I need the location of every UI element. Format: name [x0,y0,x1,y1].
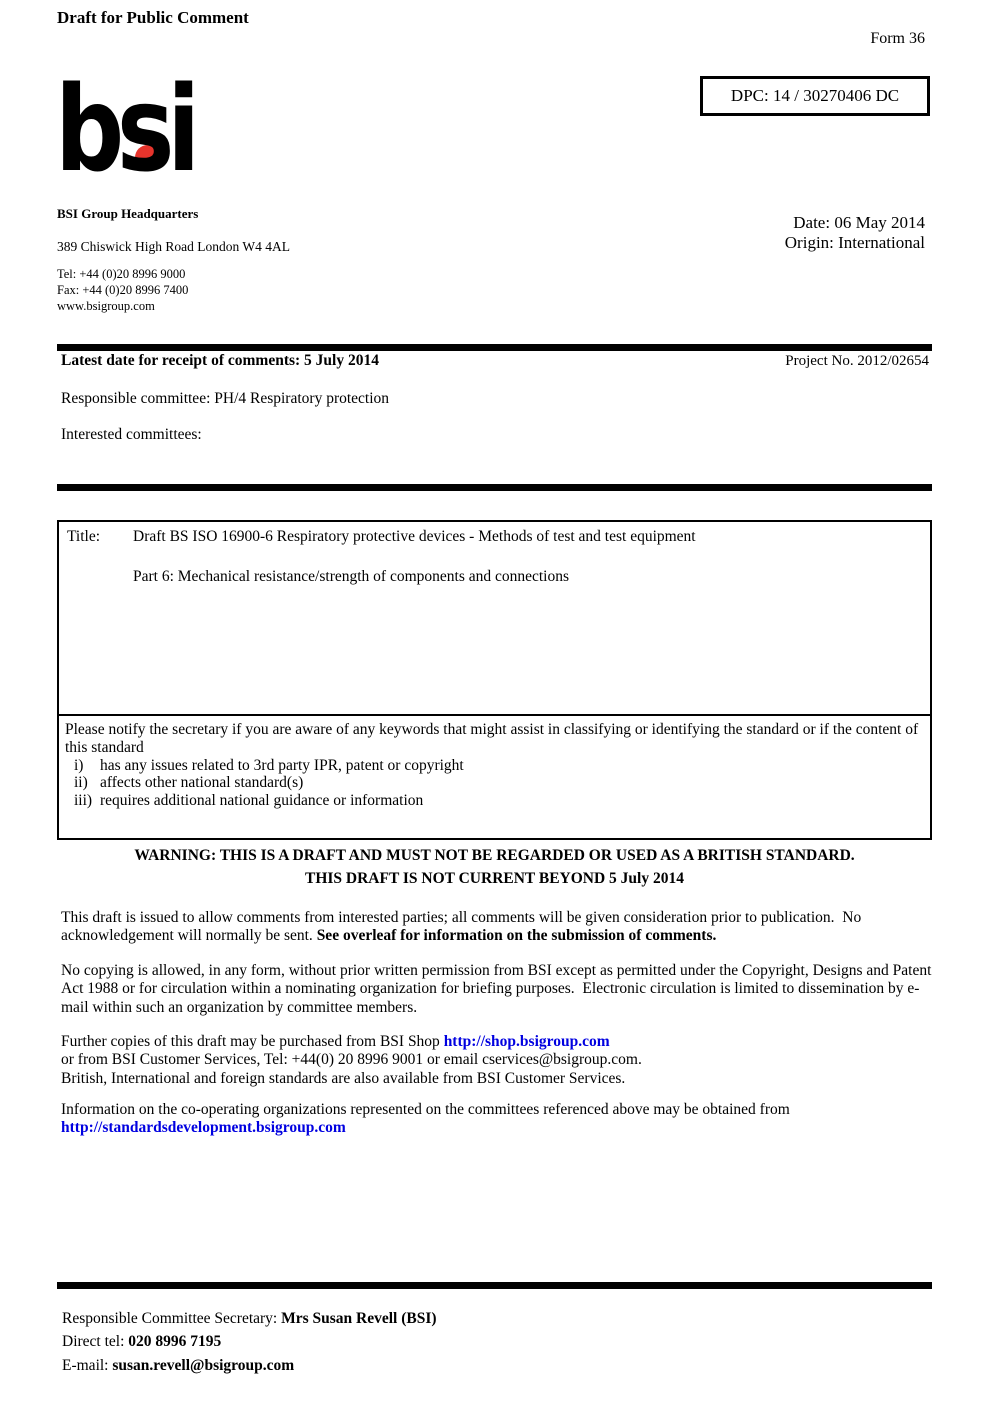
title-line1: Draft BS ISO 16900-6 Respiratory protective devices - Methods of test and test equipment [133,528,696,545]
title-content [133,528,696,708]
see-overleaf-note: See overleaf for information on the submission of comments. [316,927,717,945]
committee-secretary-line [62,1307,437,1330]
dpc-number: DPC: 14 / 30270406 DC [730,86,900,105]
standards-development-link[interactable]: http://standardsdevelopment.bsigroup.com [61,1119,346,1137]
direct-tel-value: 020 8996 7195 [128,1333,222,1351]
keywords-row [59,716,930,838]
bsi-logo-text: bsi [55,60,193,198]
british-international-line: British, International and foreign standards are also available from BSI Customer Services. [61,1069,626,1087]
keywords-item-i-text: has any issues related to 3rd party IPR, patent or copyright [100,756,464,774]
divider-rule-top [57,344,932,351]
divider-rule-bottom [57,1282,932,1289]
direct-tel-line [62,1330,437,1353]
keywords-item-ii-text: affects other national standard(s) [100,774,304,792]
hq-address: 389 Chiswick High Road London W4 4AL [57,239,290,254]
keywords-item-i-marker: i) [74,756,84,774]
committee-secretary-name: Mrs Susan Revell (BSI) [281,1310,437,1327]
divider-rule-middle [57,484,932,491]
title-line2: Part 6: Mechanical resistance/strength of components and connections [133,568,570,585]
project-number: Project No. 2012/02654 [785,353,929,369]
interested-committees: Interested committees: [61,426,202,443]
title-label: Title: [67,528,101,545]
date-line: Date: 06 May 2014 [793,213,925,232]
latest-date-label: Latest date for receipt of comments: 5 July 2014 [61,352,379,369]
hq-contact-block [57,266,188,314]
draft-for-public-comment-heading: Draft for Public Comment [57,8,249,27]
comments-meta-row [61,352,929,370]
bsi-shop-link[interactable]: http://shop.bsigroup.com [443,1033,610,1050]
footer-contact-block [62,1307,437,1377]
keywords-item-iii-text: requires additional national guidance or information [100,792,424,810]
paragraph-draft-issued-text: This draft is issued to allow comments from interested parties; all comments will be given consideration prior to publication. No acknowledgement will normally be sent. [61,909,866,945]
keywords-item-i [65,757,924,775]
email-value: susan.revell@bsigroup.com [112,1356,295,1374]
warning-line1: WARNING: THIS IS A DRAFT AND MUST NOT BE REGARDED OR USED AS A BRITISH STANDARD. [134,847,855,864]
paragraph-cooperating-info [61,1101,934,1138]
committee-secretary-label: Responsible Committee Secretary: [62,1310,282,1327]
keywords-item-ii-marker: ii) [74,774,88,792]
date-origin-block [785,213,925,252]
paragraph-further-copies [61,1033,934,1088]
keywords-item-iii [65,792,924,810]
further-copies-line [61,1033,934,1051]
keywords-item-iii-marker: iii) [74,792,93,810]
bsi-logo [55,60,193,198]
title-row [59,522,930,716]
cooperating-info-text: Information on the co-operating organizations represented on the committees referenced above may be obtained from [61,1101,790,1118]
email-line [62,1354,437,1377]
customer-services-line: or from BSI Customer Services, Tel: +44(0) 20 8996 9001 or email cservices@bsigroup.com. [61,1051,642,1069]
hq-title: BSI Group Headquarters [57,206,199,221]
hq-fax: Fax: +44 (0)20 8996 7400 [57,283,189,297]
warning-block [57,845,932,890]
dpc-number-box [700,76,930,116]
hq-tel: Tel: +44 (0)20 8996 9000 [57,267,186,281]
hq-website: www.bsigroup.com [57,299,155,313]
responsible-committee: Responsible committee: PH/4 Respiratory protection [61,390,390,407]
warning-line2: THIS DRAFT IS NOT CURRENT BEYOND 5 July 2014 [305,869,684,887]
keywords-intro: Please notify the secretary if you are aware of any keywords that might assist in classifying or identifying the standard or if the content of this standard [65,721,922,756]
form-number: Form 36 [870,30,925,47]
paragraph-no-copying: No copying is allowed, in any form, without prior written permission from BSI except as permitted under the Copyright, Designs and Patent Act 1988 or for circulation within a nominating organization for briefing purposes. Electronic circulation is limited to dissemination by e-mail within such an organization by committee members. [61,962,935,1016]
origin-line: Origin: International [784,232,925,252]
direct-tel-label: Direct tel: [62,1333,129,1351]
title-keywords-box [57,520,932,840]
keywords-item-ii [65,774,924,792]
email-label: E-mail: [62,1356,113,1374]
paragraph-draft-issued [61,909,934,946]
further-copies-text: Further copies of this draft may be purchased from BSI Shop [61,1033,444,1050]
